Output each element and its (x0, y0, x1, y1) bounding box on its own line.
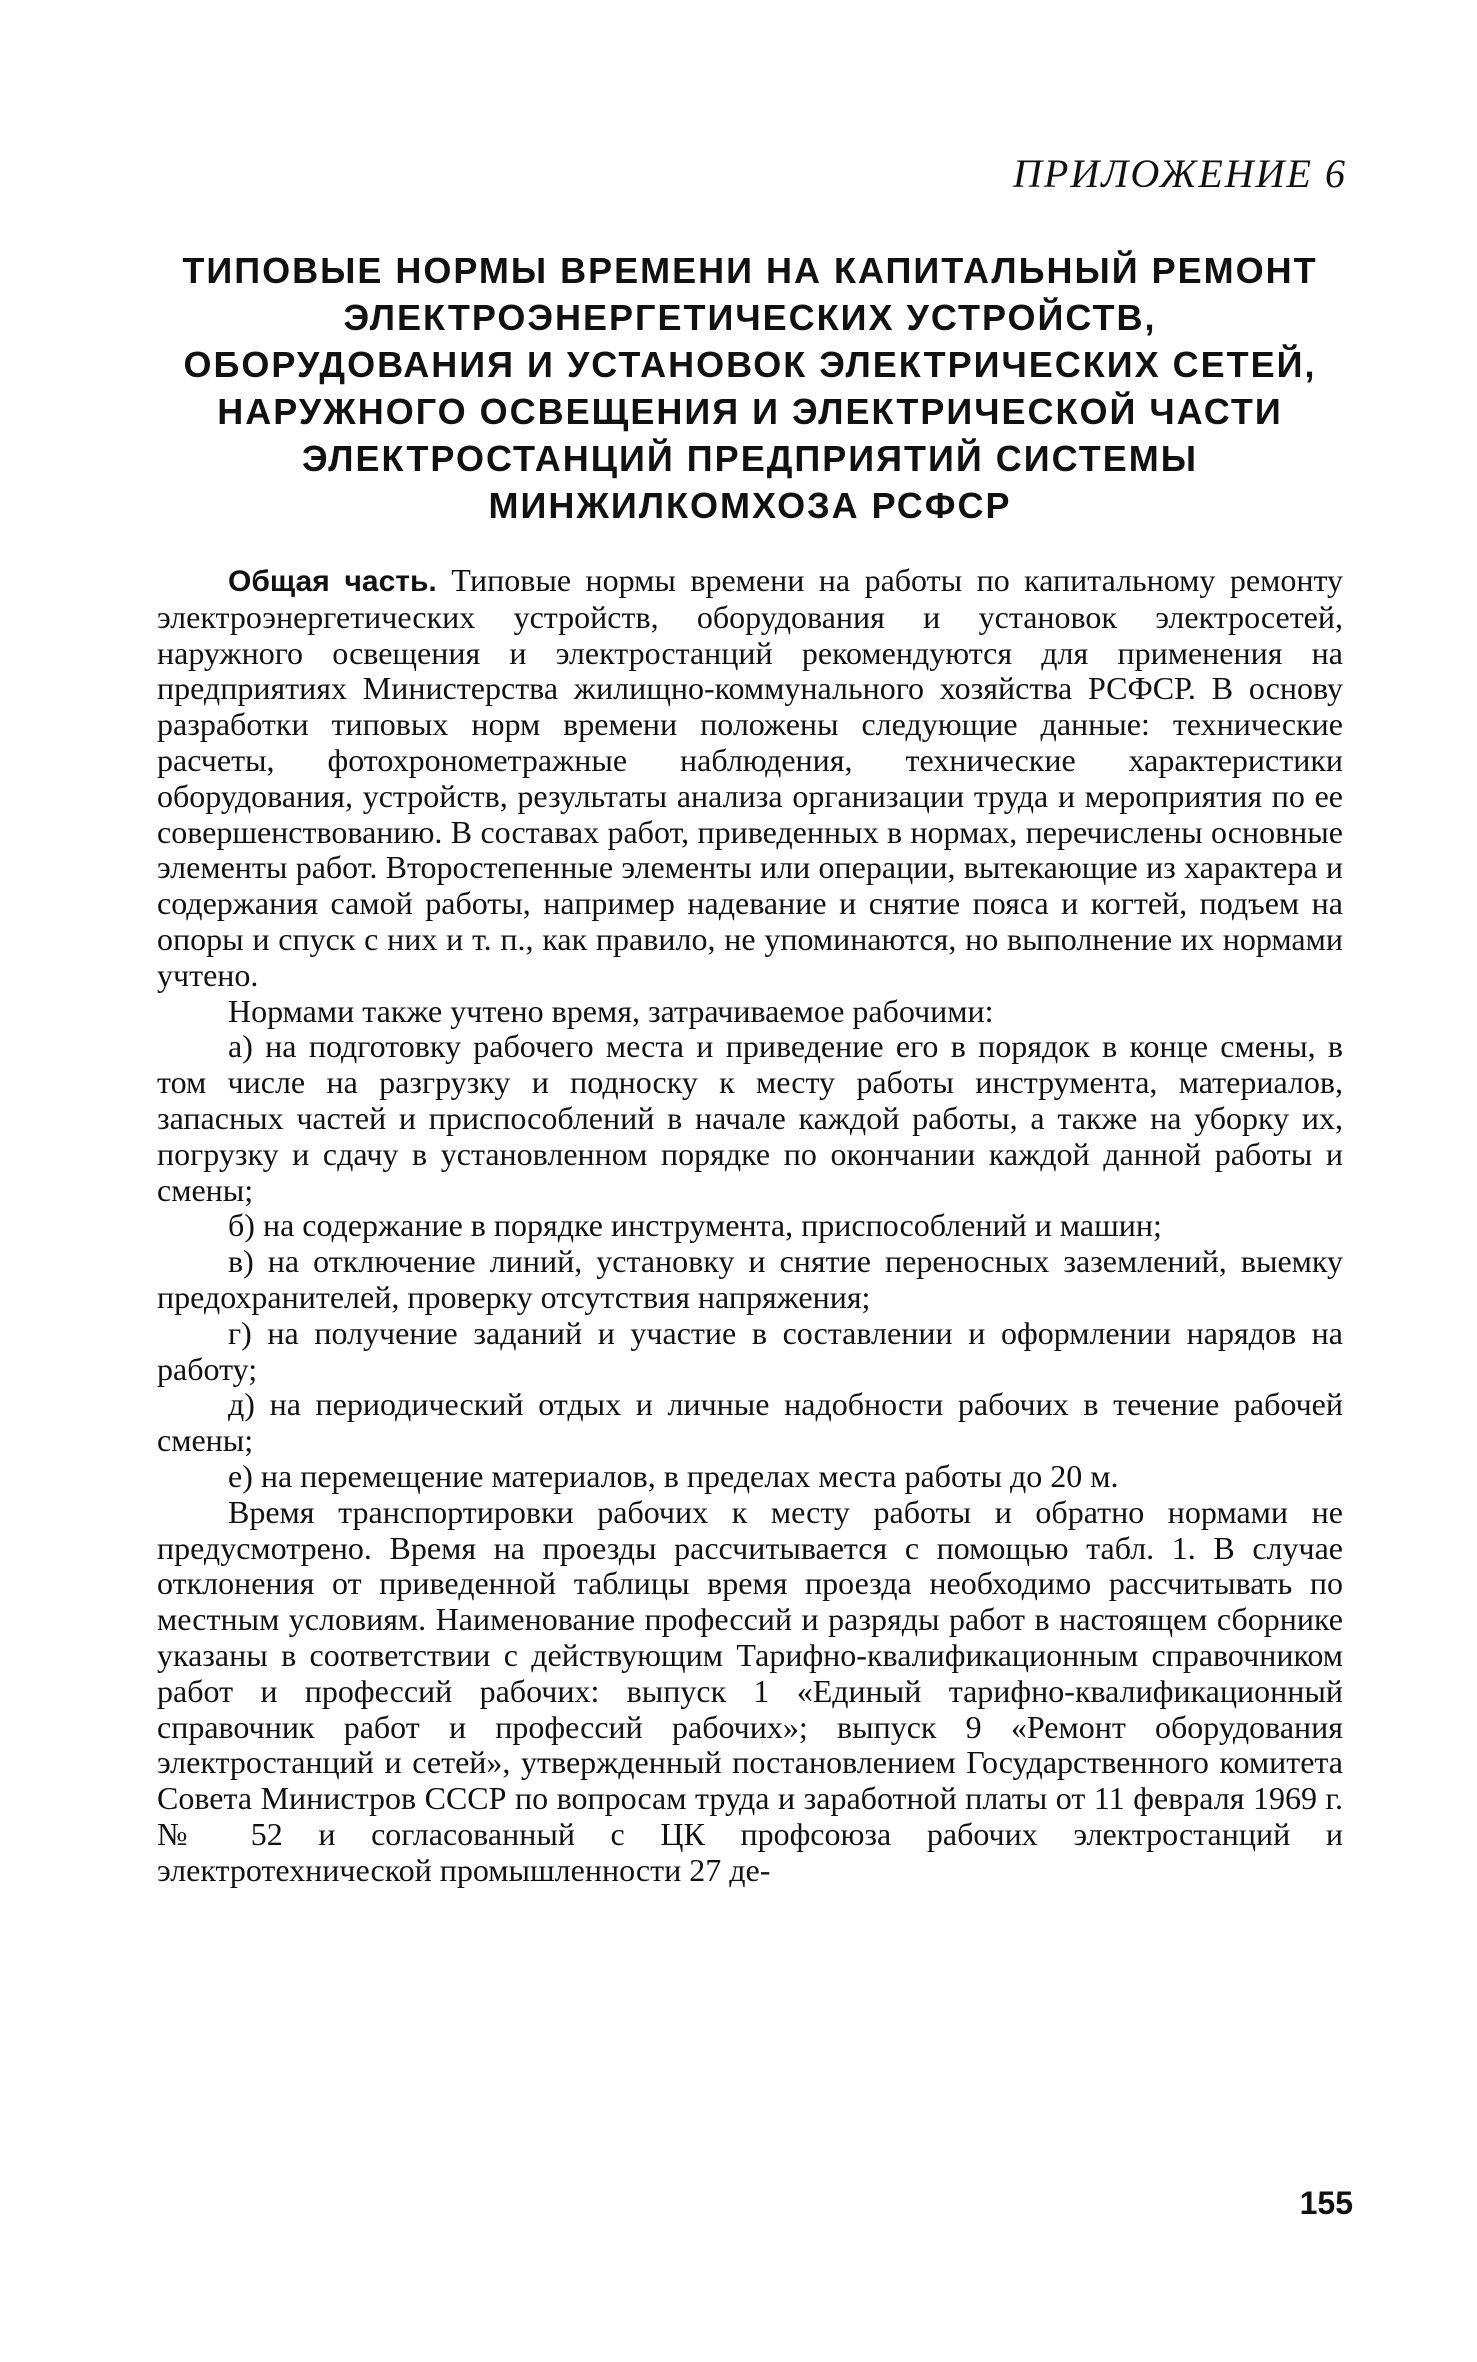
list-item: г) на получение заданий и участие в составлении и оформлении нарядов на работу; (157, 1314, 1343, 1387)
title-line: ОБОРУДОВАНИЯ И УСТАНОВОК ЭЛЕКТРИЧЕСКИХ СЕТЕЙ, (183, 344, 1317, 385)
section-lead: Общая часть. (228, 565, 437, 598)
list-item: б) на содержание в порядке инструмента, приспособлений и машин; (228, 1207, 1162, 1244)
document-title (150, 247, 1350, 529)
appendix-label: ПРИЛОЖЕНИЕ 6 (1013, 151, 1347, 196)
paragraph-intro-list: Нормами также учтено время, затрачиваемое рабочими: (228, 992, 994, 1029)
paragraph-text: Типовые нормы времени на работы по капитальному ремонту электроэнергетических устройств, оборудования и установок электросетей, наружного освещения и электростанций рекомендуются для применения на предприятиях Министерства жилищно-коммунального хозяйства РСФСР. В основу разработки типовых норм времени положены следующие данные: технические расчеты, фотохронометражные наблюдения, технические характеристики оборудования, устройств, результаты анализа организации труда и мероприятия по ее совершенствованию. В составах работ, приведенных в нормах, перечислены основные элементы работ. Второстепенные элементы или операции, вытекающие из характера и содержания самой работы, например надевание и снятие пояса и когтей, подъем на опоры и спуск с них и т. п., как правило, не упоминаются, но выполнение их нормами учтено. (157, 562, 1344, 993)
paragraph-transport: Время транспортировки рабочих к месту работы и обратно нормами не предусмотрено. Время на проезды рассчитывается с помощью табл. 1. В случае отклонения от приведенной таблицы время проезда необходимо рассчитывать по местным условиям. Наименование профессий и разряды работ в настоящем сборнике указаны в соответствии с действующим Тарифно-квалификационным справочником работ и профессий рабочих: выпуск 1 «Единый тарифно-квалификационный справочник работ и профессий рабочих»; выпуск 9 «Ремонт оборудования электростанций и сетей», утвержденный постановлением Государственного комитета Совета Министров СССР по вопросам труда и заработной платы от 11 февраля 1969 г. № 52 и согласованный с ЦК профсоюза рабочих электростанций и электротехнической промышленности 27 де- (157, 1493, 1343, 1888)
paragraph-general (157, 563, 1343, 994)
body-text (157, 563, 1343, 1888)
title-line: ЭЛЕКТРОСТАНЦИЙ ПРЕДПРИЯТИЙ СИСТЕМЫ (302, 438, 1198, 479)
page-number: 155 (1299, 2185, 1353, 2221)
title-line: НАРУЖНОГО ОСВЕЩЕНИЯ И ЭЛЕКТРИЧЕСКОЙ ЧАСТИ (217, 391, 1283, 432)
title-line: ТИПОВЫЕ НОРМЫ ВРЕМЕНИ НА КАПИТАЛЬНЫЙ РЕМОНТ (182, 250, 1318, 291)
list-item: д) на периодический отдых и личные надобности рабочих в течение рабочей смены; (157, 1386, 1343, 1459)
list-item: е) на перемещение материалов, в пределах места работы до 20 м. (228, 1457, 1119, 1494)
list-item: а) на подготовку рабочего места и приведение его в порядок в конце смены, в том числе на разгрузку и подноску к месту работы инструмента, материалов, запасных частей и приспособлений в начале каждой работы, а также на уборку их, погрузку и сдачу в установленном порядке по окончании каждой данной работы и смены; (157, 1028, 1343, 1208)
title-line: ЭЛЕКТРОЭНЕРГЕТИЧЕСКИХ УСТРОЙСТВ, (343, 297, 1157, 338)
title-line: МИНЖИЛКОМХОЗА РСФСР (488, 485, 1012, 526)
list-item: в) на отключение линий, установку и снятие переносных заземлений, выемку предохранителей, проверку отсутствия напряжения; (157, 1243, 1343, 1315)
